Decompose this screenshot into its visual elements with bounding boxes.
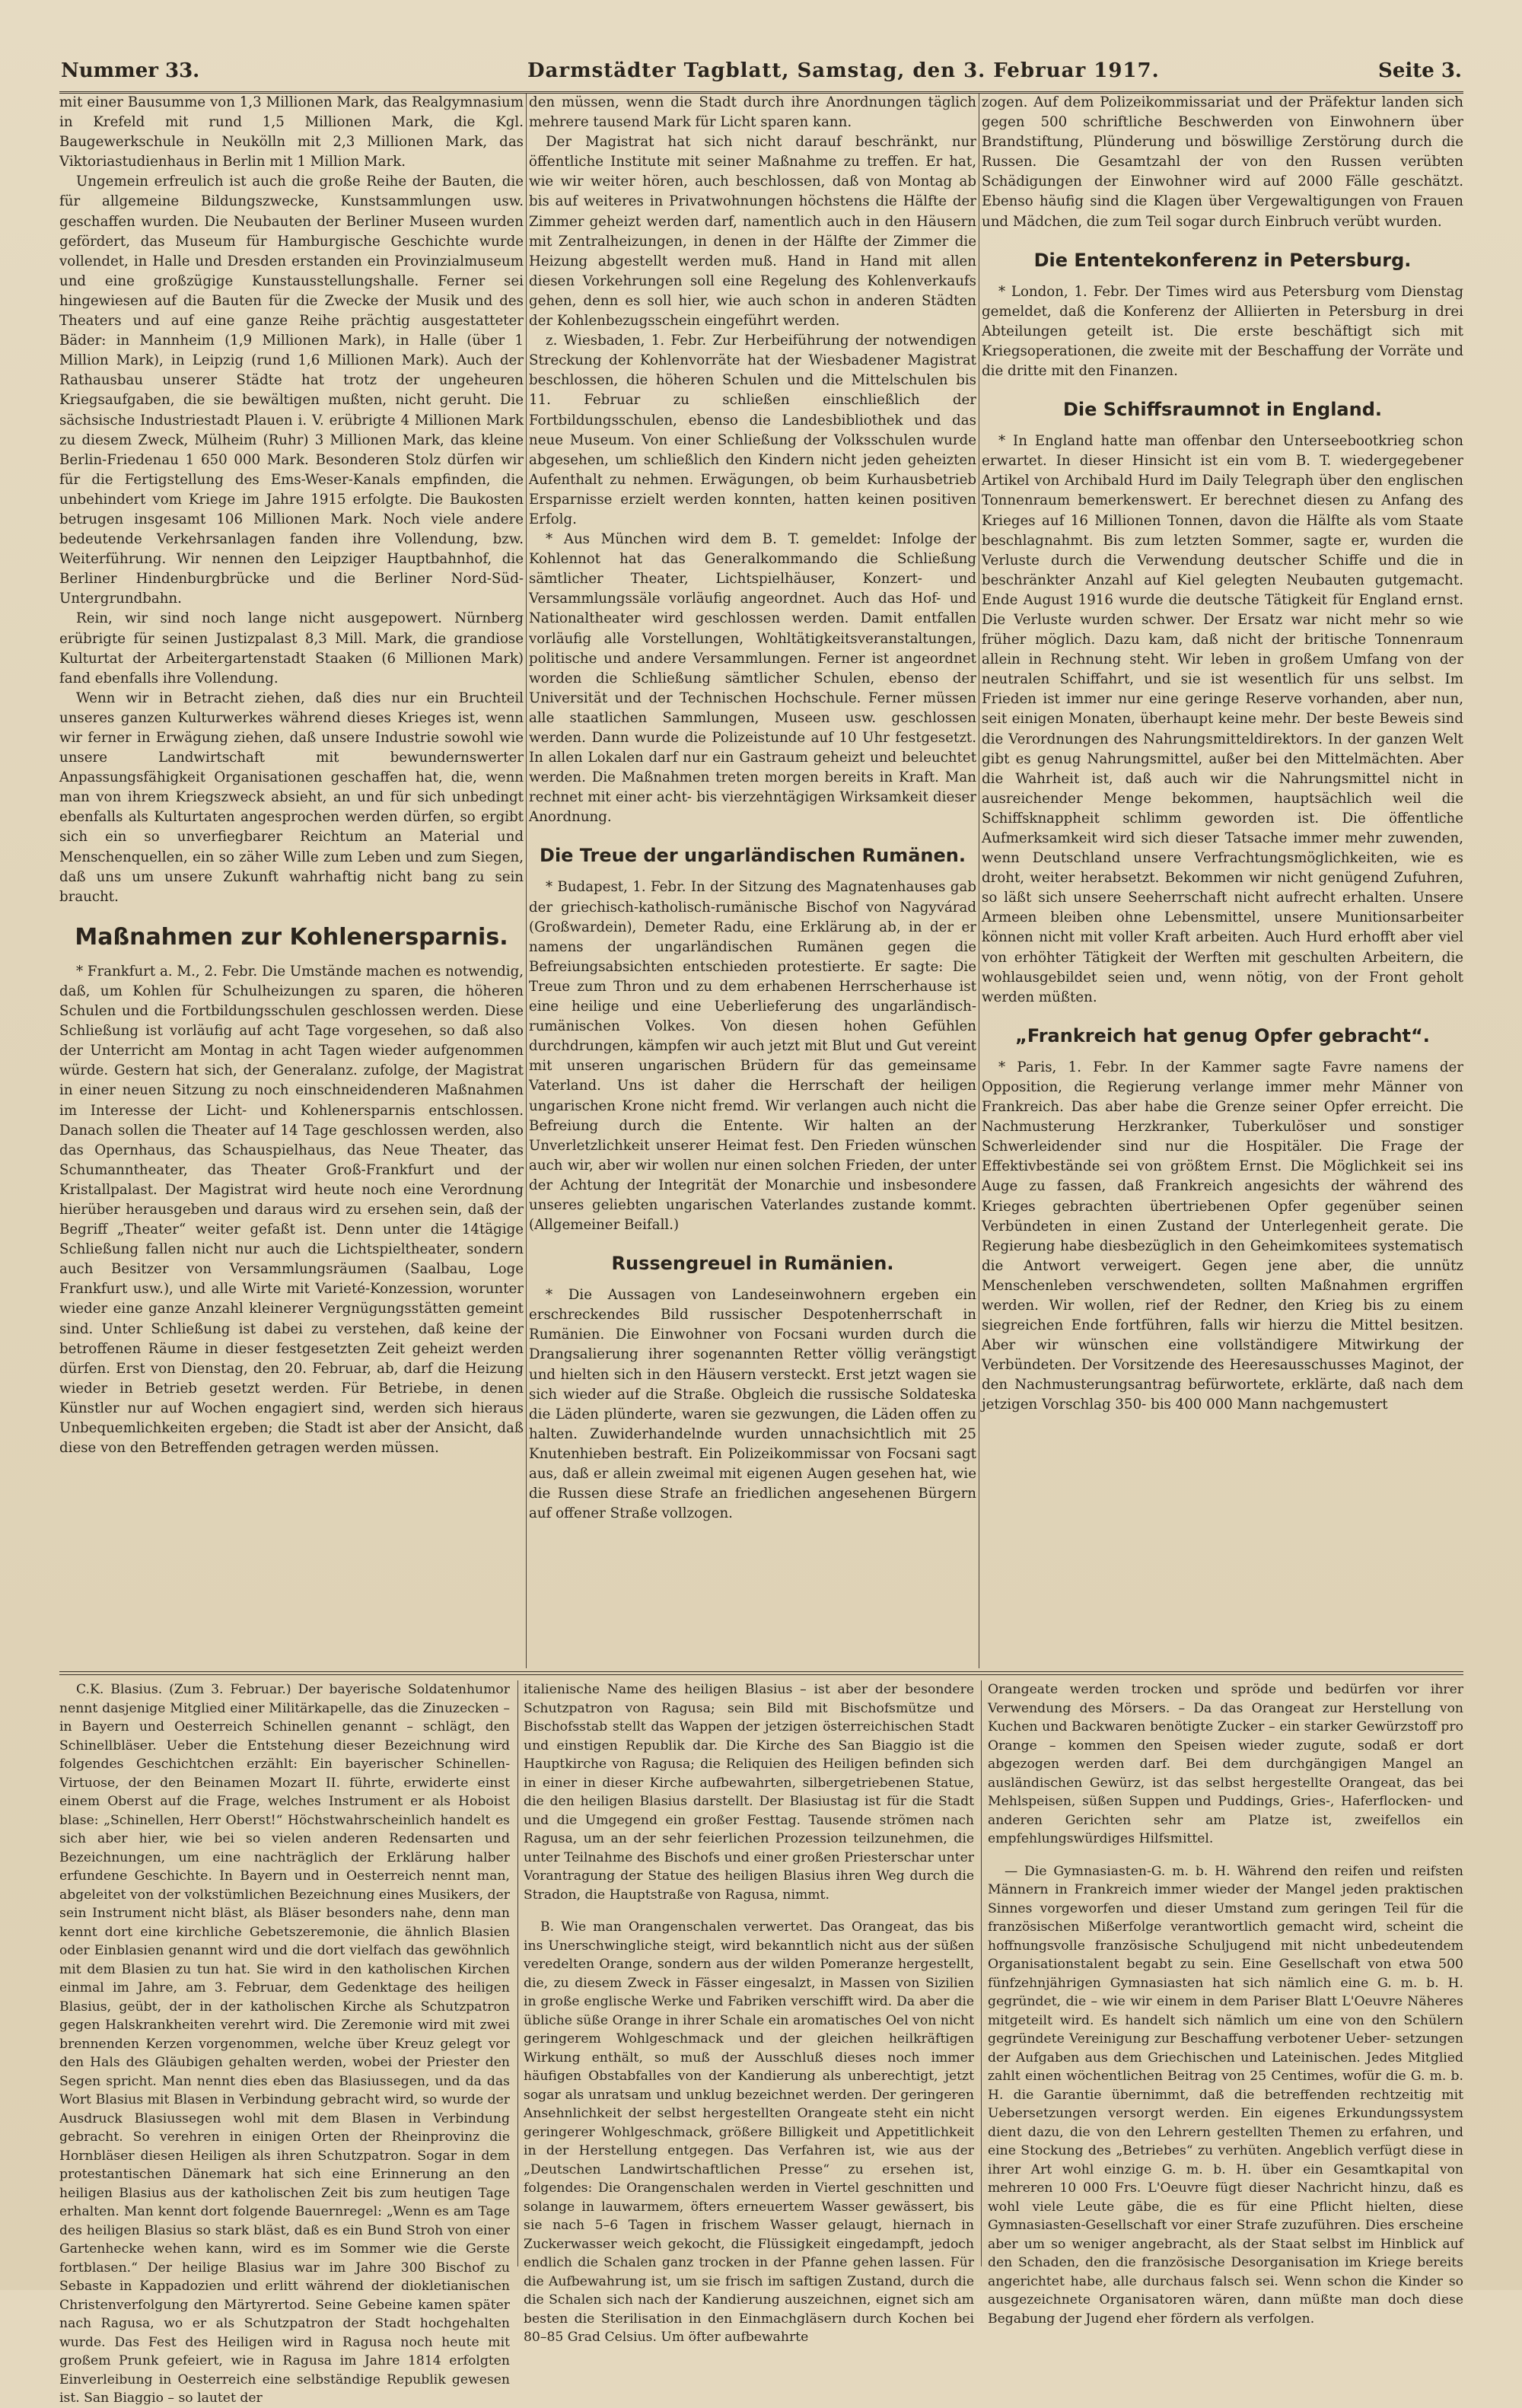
col3-paragraph-2: * London, 1. Febr. Der Times wird aus Petersburg vom Dienstag gemeldet, daß die Konferenz der Alliierten in Petersburg in drei Abteilungen geteilt ist. Die erste beschäftigt sich mit Kriegsoperationen, die zweite mit der Beschaffung der Vorräte und die dritte mit den Finanzen. <box>982 283 1463 380</box>
col3-paragraph-3: * In England hatte man offenbar den Unterseebootkrieg schon erwartet. In dieser Hinsicht ist ein vom B. T. wiedergegebener Artikel von Archibald Hurd im Daily Telegraph über den englischen Tonnenraum bemerkenswert. Er berechnet diesen zu Anfang des Krieges auf 16 Millionen Tonnen, davon die Hälfte als vom Staate beschlagnahmt. Bis zum letzten Sommer, sagte er, wurden die Verluste durch die Verwendung deutscher Schiffe und die in beschränkter Anzahl auf Kiel gelegten Neubauten gutgemacht. Ende August 1916 wurde die deutsche Tätigkeit für England ernst. Die Verluste wurden schwer. Der Ersatz war nicht mehr so wie früher möglich. Dazu kam, daß nicht der britische Tonnenraum allein in Rechnung steht. Wir leben in großem Umfang von der neutralen Schiffahrt, und sie ist wesentlich für uns selbst. Im Frieden ist immer nur eine geringe Reserve vorhanden, aber nun, seit einigen Monaten, überhaupt keine mehr. Der beste Beweis sind die Verordnungen des Nahrungsmitteldirektors. In der ganzen Welt gibt es genug Nahrungsmittel, außer bei den Mittelmächten. Aber die Wahrheit ist, daß auch wir die Nahrungsmittel nicht in ausreichender Menge bekommen, hauptsächlich weil die Schiffsknappheit schlimm geworden ist. Die öffentliche Aufmerksamkeit wird sich dieser Tatsache immer mehr zuwenden, wenn Deutschland unsere Verfrachtungsmöglichkeiten, wie es droht, weiter herabsetzt. Bekommen wir nicht genügend Zufuhren, so läßt sich unsere Seeherrschaft nicht aufrecht erhalten. Unsere Armeen bleiben ohne Lebensmittel, unsere Munitionsarbeiter können nicht mit voller Kraft arbeiten. Auch Hurd erhofft aber viel von erhöhter Tätigkeit der Werften mit geschulten Arbeitern, die wohlausgebildet seien und, wenn nötig, von der Front geholt werden müßten. <box>982 433 1463 1005</box>
masthead <box>59 53 1463 94</box>
feuilleton-orangenschalen: B. Wie man Orangenschalen verwertet. Das Orangeat, das bis ins Unerschwingliche steigt, wird bekanntlich nicht aus der süßen veredelten Orange, sondern aus der wilden Pomeranze hergestellt, die, zu diesem Zweck in Fässer eingesalzt, in Massen von Sizilien in große englische Werke und Fabriken verschifft wird. Da aber die übliche süße Orange in ihrer Schale ein aromatisches Oel von nicht geringerem Wohlgeschmack und der gleichen heilkräftigen Wirkung enthält, so muß der Ausschluß dieses noch immer häufigen Obstabfalles von der Kandierung als unberechtigt, jetzt sogar als unratsam und unklug bezeichnet werden. Der geringeren Ansehnlichkeit der selbst hergestellten Orangeate steht ein nicht geringerer Wohlgeschmack, größere Billigkeit und Appetitlichkeit in der Herstellung entgegen. Das Verfahren ist, wie aus der „Deutschen Landwirtschaftlichen Presse“ zu ersehen ist, folgendes: Die Orangenschalen werden in Viertel geschnitten und solange in lauwarmem, öfters erneuertem Wasser gewässert, bis sie nach 5–6 Tagen in frischem Wasser gelaugt, hiernach in Zuckerwasser weich gekocht, die Flüssigkeit eingedampft, jedoch endlich die Schalen ganz trocken in der Pfanne gehen lassen. Für die Aufbewahrung ist, um sie frisch im saftigen Zustand, durch die die Schalen sich nach der Kandierung auszeichnen, eignet sich am besten die Sterilisation in den Einmachgläsern durch Kochen bei 80–85 Grad Celsius. Um öfter aufbewahrte <box>524 1919 974 2345</box>
col2-paragraph-3: z. Wiesbaden, 1. Febr. Zur Herbeiführung der notwendigen Streckung der Kohlenvorräte hat der Wiesbadener Magistrat beschlossen, die höheren Schulen und die Mittelschulen bis 11. Februar zu schließen einschließlich der Fortbildungsschulen, ebenso die Landesbibliothek und das neue Museum. Von einer Schließung der Volksschulen wurde abgesehen, um schließlich den Kindern nicht jeden geheizten Aufenthalt zu nehmen. Erwägungen, ob beim Kurhausbetrieb Ersparnisse erzielt werden konnten, hatten keinen positiven Erfolg. <box>529 333 976 527</box>
col2-paragraph-1: den müssen, wenn die Stadt durch ihre Anordnungen täglich mehrere tausend Mark für Licht sparen kann. <box>529 94 976 131</box>
column-3 <box>982 93 1463 1668</box>
col2-paragraph-5: * Budapest, 1. Febr. In der Sitzung des Magnatenhauses gab der griechisch-katholisch-rumänische Bischof von Nagyvárad (Großwardein), Demeter Radu, eine Erklärung ab, in der er namens der ungarländischen Rumänen gegen die Befreiungsabsichten entschieden protestierte. Er sagte: Die Treue zum Thron und zu dem erhabenen Herrscherhause ist eine heilige und eine Ueberlieferung des ungarländisch-rumänischen Volkes. Von diesen hohen Gefühlen durchdrungen, kämpfen wir auch jetzt mit Blut und Gut vereint mit unseren ungarischen Brüdern für das gemeinsame Vaterland. Uns ist daher die Herrschaft der heiligen ungarischen Krone nicht fremd. Wir verlangen auch nicht die Befreiung durch die Entente. Wir halten an der Unverletzlichkeit unserer Heimat fest. Den Frieden wünschen auch wir, aber wir wollen nur einen solchen Frieden, der unter der Achtung der Integrität der Monarchie und insbesondere unseres geliebten ungarischen Vaterlandes zustande kommt. (Allgemeiner Beifall.) <box>529 879 976 1234</box>
column-2 <box>529 93 976 1668</box>
col1-paragraph-5: * Frankfurt a. M., 2. Febr. Die Umstände machen es notwendig, daß, um Kohlen für Schulheizungen zu sparen, die höheren Schulen und die Fortbildungsschulen geschlossen werden. Diese Schließung ist vorläufig auf acht Tage vorgesehen, so daß also der Unterricht am Montag in acht Tagen wieder aufgenommen würde. Gestern hat sich, der Generalanz. zufolge, der Magistrat in einer neuen Sitzung zu noch einschneidenderen Maßnahmen im Interesse der Licht- und Kohlenersparnis entschlossen. Danach sollen die Theater auf 14 Tage geschlossen werden, also das Opernhaus, das Schauspielhaus, das Neue Theater, das Schumanntheater, das Theater Groß-Frankfurt und der Kristallpalast. Der Magistrat wird heute noch eine Verordnung hierüber herausgeben und daraus wird zu ersehen sein, daß der Begriff „Theater“ weiter gefaßt ist. Denn unter die 14tägige Schließung fallen nicht nur auch die Lichtspieltheater, sondern auch Besitzer von Versammlungsräumen (Saalbau, Loge Frankfurt usw.), und alle Wirte mit Varieté-Konzession, worunter wieder eine ganze Anzahl kleinerer Vergnügungsstätten gemeint sind. Unter Schließung ist dabei zu verstehen, daß keine der betroffenen Räume in dieser festgesetzten Zeit geheizt werden dürfen. Erst von Dienstag, den 20. Februar, ab, darf die Heizung wieder in Betrieb gesetzt werden. Für Betriebe, in denen Künstler nur auf Wochen engagiert sind, werden sich hieraus Unbequemlichkeiten ergeben; die Stadt ist aber der Ansicht, daß diese von den Betreffenden getragen werden müssen. <box>59 963 524 1457</box>
feuilleton-divider <box>59 1671 1463 1675</box>
newspaper-title-date: Darmstädter Tagblatt, Samstag, den 3. Februar 1917. <box>527 59 1160 82</box>
headline-kohlenersparnis: Maßnahmen zur Kohlenersparnis. <box>75 923 508 951</box>
column-divider <box>981 1680 982 2266</box>
headline-schiffsraumnot: Die Schiffsraumnot in England. <box>1063 399 1382 421</box>
feuilleton-blasius-cont: italienische Name des heiligen Blasius – ist aber der besondere Schutzpatron von Ragusa; sein Bild mit Bischofsmütze und Bischofsstab stellt das Wappen der jetzigen österreichischen Stadt und einstigen Republik dar. Die Kirche des San Biaggio ist die Hauptkirche von Ragusa; die Reliquien des Heiligen befinden sich in einer in dieser Kirche aufbewahrten, silbergetriebenen Statue, die den heiligen Blasius darstellt. Der Blasiustag ist für die Stadt und die Umgegend ein großer Festtag. Tausende strömen nach Ragusa, um an der sehr feierlichen Prozession teilzunehmen, die unter Teilnahme des Bischofs und einer großen Priesterschar unter Vorantragung der Statue des heiligen Blasius ihren Weg durch die Stradon, die Hauptstraße von Ragusa, nimmt. <box>524 1682 974 1903</box>
feuilleton-blasius: C.K. Blasius. (Zum 3. Februar.) Der bayerische Soldatenhumor nennt dasjenige Mitglied einer Militärkapelle, das die Zinuzecken – in Bayern und Oesterreich Schinellen genannt – schlägt, den Schinellbläser. Ueber die Entstehung dieser Bezeichnung wird folgendes Geschichtchen erzählt: Ein bayerischer Schinellen-Virtuose, der den Beinamen Mozart II. führte, erwiderte einst einem Oberst auf die Frage, welches Instrument er als Hoboist blase: „Schinellen, Herr Oberst!“ Höchstwahrscheinlich handelt es sich aber hier, wie bei so vielen anderen Redensarten und Bezeichnungen, um eine nachträglich der Erklärung halber erfundene Geschichte. In Bayern und in Oesterreich nennt man, abgeleitet von der volkstümlichen Bezeichnung eines Musikers, der sein Instrument nicht bläst, als Bläser besonders nahe, denn man kennt dort eine kirchliche Gebetszeremonie, die ähnlich Blasien oder Einblasien genannt wird und die dort vielfach das gewöhnlich mit dem Blasien zu tun hat. Sie wird in den katholischen Kirchen einmal im Jahre, am 3. Februar, dem Gedenktage des heiligen Blasius, geübt, der in der katholischen Kirche als Schutzpatron gegen Halskrankheiten verehrt wird. Die Zeremonie wird mit zwei brennenden Kerzen vorgenommen, welche über Kreuz gelegt vor den Hals des Gläubigen gehalten werden, wobei der Priester den Segen spricht. Man nennt dies eben das Blasiussegen, und da das Wort Blasius mit Blasen in Verbindung gebracht wird, so wurde der Ausdruck Blasiussegen wohl mit dem Blasen in Verbindung gebracht. So verehren in einigen Orten der Rheinprovinz die Hornbläser diesen Heiligen als ihren Schutzpatron. Sogar in dem protestantischen Dänemark hat sich eine Erinnerung an den heiligen Blasius aus der katholischen Zeit bis zum heutigen Tage erhalten. Man kennt dort folgende Bauernregel: „Wenn es am Tage des heiligen Blasius so stark bläst, daß es ein Bund Stroh von einer Gartenhecke wehen kann, wird es im Sommer wie die Gerste fortblasen.“ Der heilige Blasius war im Jahre 300 Bischof zu Sebaste in Kappadozien und erlitt während der diokletianischen Christenverfolgung den Märtyrertod. Seine Gebeine kamen später nach Ragusa, wo er als Schutzpatron der Stadt hochgehalten wurde. Das Fest des Heiligen wird in Ragusa noch heute mit großem Prunk gefeiert, wie in Ragusa im Jahre 1814 erfolgten Einverleibung in Oesterreich eine selbständige Republik gewesen ist. San Biaggio – so lautet der <box>59 1682 510 2406</box>
col2-paragraph-4: * Aus München wird dem B. T. gemeldet: Infolge der Kohlennot hat das Generalkommando die Schließung sämtlicher Theater, Lichtspielhäuser, Konzert- und Versammlungssäle vorläufig angeordnet. Auch das Hof- und Nationaltheater wird geschlossen werden. Damit entfallen vorläufig alle Vorstellungen, Wohltätigkeitsveranstaltungen, politische und andere Versammlungen. Ferner ist angeordnet worden die Schließung sämtlicher Schulen, ebenso der Universität und der Technischen Hochschule. Ferner müssen alle staatlichen Sammlungen, Museen usw. geschlossen werden. Dann wurde die Polizeistunde auf 10 Uhr festgesetzt. In allen Lokalen darf nur ein Gastraum geheizt und beleuchtet werden. Die Maßnahmen treten morgen bereits in Kraft. Man rechnet mit einer acht- bis vierzehntägigen Wirksamkeit dieser Anordnung. <box>529 531 976 826</box>
issue-number: Nummer 33. <box>61 59 200 82</box>
col3-paragraph-4: * Paris, 1. Febr. In der Kammer sagte Favre namens der Opposition, die Regierung verlange immer mehr Männer von Frankreich. Das aber habe die Grenze seiner Opfer erreicht. Die Nachmusterung Herzkranker, Tuberkulöser und sonstiger Schwerleidender sind nur die Hospitäler. Die Frage der Effektivbestände sei von größtem Ernst. Die Möglichkeit sei ins Auge zu fassen, daß Frankreich angesichts der während des Krieges gebrachten übertriebenen Opfer gegenüber seinen Verbündeten in einen Zustand der Unterlegenheit gerate. Die Regierung habe diesbezüglich in den Geheimkomitees systematisch die Antwort verweigert. Gegen jene aber, die unnütz Menschenleben verschwendeten, sollten Maßnahmen ergriffen werden. Wir wollen, rief der Redner, den Krieg bis zu einem siegreichen Ende fortführen, falls wir hierzu die Mittel besitzen. Aber wir wünschen eine vollständigere Mitwirkung der Verbündeten. Der Vorsitzende des Heeresausschusses Maginot, der den Nachmusterungsantrag befürwortete, erklärte, daß nach dem jetzigen Vorschlag 350- bis 400 000 Mann nachgemustert <box>982 1059 1463 1413</box>
col1-paragraph-2: Ungemein erfreulich ist auch die große Reihe der Bauten, die für allgemeine Bildungszwecke, Kunstsammlungen usw. geschaffen wurden. Die Neubauten der Berliner Museen wurden gefördert, das Museum für Hamburgische Geschichte wurde vollendet, in Halle und Dresden erstanden ein Provinzialmuseum und eine großzügige Kunstausstellungshalle. Ferner sei hingewiesen auf die Bauten für die Zwecke der Musik und des Theaters und auf eine ganze Reihe prächtig ausgestatteter Bäder: in Mannheim (1,9 Millionen Mark), in Halle (über 1 Million Mark), in Leipzig (rund 1,6 Millionen Mark). Auch der Rathausbau unserer Städte hat trotz der ungeheuren Kriegsaufgaben, die sie bewältigen mußten, nicht geruht. Die sächsische Industriestadt Plauen i. V. erübrigte 4 Millionen Mark zu diesem Zweck, Mülheim (Ruhr) 3 Millionen Mark, das kleine Berlin-Friedenau 1 650 000 Mark. Besonderen Stolz dürfen wir für die Fertigstellung des Ems-Weser-Kanals empfinden, die unbehindert vom Kriege im Jahre 1915 erfolgte. Die Baukosten betrugen insgesamt 106 Millionen Mark. Noch viele andere bedeutende Verkehrsanlagen fanden ihre Vollendung, bzw. Weiterführung. Wir nennen den Leipziger Hauptbahnhof, die Berliner Hindenburgbrücke und die Berliner Nord-Süd-Untergrundbahn. <box>59 174 524 607</box>
col2-paragraph-6: * Die Aussagen von Landeseinwohnern ergeben ein erschreckendes Bild russischer Despotenherrschaft in Rumänien. Die Einwohner von Focsani wurden durch die Drangsalierung ihrer sogenannten Retter völlig verängstigt und hielten sich in den Häusern versteckt. Erst jetzt wagen sie sich wieder auf die Straße. Obgleich die russische Soldateska die Läden plünderte, waren sie gezwungen, die Läden offen zu halten. Zuwiderhandelnde wurden unnachsichtlich mit 25 Knutenhieben bestraft. Ein Polizeikommissar von Focsani sagt aus, daß er allein zweimal mit eigenen Augen gesehen hat, wie die Russen diese Strafe an friedlichen angesehenen Bürgern auf offener Straße vollzogen. <box>529 1287 976 1522</box>
column-divider <box>526 93 527 1668</box>
column-divider <box>517 1680 518 2266</box>
headline-frankreich-opfer: „Frankreich hat genug Opfer gebracht“. <box>1015 1024 1430 1046</box>
col1-paragraph-1: mit einer Bausumme von 1,3 Millionen Mark, das Realgymnasium in Krefeld mit rund 1,5 Millionen Mark, die Kgl. Baugewerkschule in Neukölln mit 2,3 Millionen Mark, das Viktoriastudienhaus in Berlin mit 1 Million Mark. <box>59 94 524 170</box>
feuilleton-column-2 <box>524 1680 974 2345</box>
feuilleton-orangenschalen-cont: Orangeate werden trocken und spröde und bedürfen vor ihrer Verwendung des Mörsers. – Da das Orangeat zur Herstellung von Kuchen und Backwaren benötigte Zucker – ein starker Gewürzstoff pro Orange – kommen den Speisen wieder zugute, sodaß er dort abgezogen werden darf. Bei dem durchgängigen Mangel an ausländischen Gewürz, ist das selbst hergestellte Orangeat, das bei Mehlspeisen, süßen Suppen und Puddings, Gries-, Haferflocken- und anderen Gerichten sehr am Platze ist, zweifellos ein empfehlungswürdiges Hilfsmittel. <box>988 1682 1463 1846</box>
column-1 <box>59 93 524 1668</box>
col1-paragraph-3: Rein, wir sind noch lange nicht ausgepowert. Nürnberg erübrigte für seinen Justizpalast 8,3 Mill. Mark, die grandiose Kulturtat der Arbeitergartenstadt Staaken (6 Millionen Mark) fand ebenfalls ihre Vollendung. <box>59 610 524 686</box>
headline-russengreuel: Russengreuel in Rumänien. <box>611 1253 894 1275</box>
headline-treue-rumaenen: Die Treue der ungarländischen Rumänen. <box>540 845 966 867</box>
feuilleton-column-3 <box>988 1680 1463 2327</box>
col2-paragraph-2: Der Magistrat hat sich nicht darauf beschränkt, nur öffentliche Institute mit seiner Maßnahme zu treffen. Er hat, wie wir weiter hören, auch beschlossen, daß von Montag ab bis auf weiteres in Privatwohnungen höchstens die Hälfte der Zimmer geheizt werden darf, namentlich auch in den Häusern mit Zentralheizungen, in denen in der Hälfte der Zimmer die Heizung abgestellt werden muß. Hand in Hand mit allen diesen Vorkehrungen soll eine Regelung des Kohlenverkaufs gehen, denn es soll hier, wie auch schon in anderen Städten der Kohlenbezugsschein eingeführt werden. <box>529 134 976 330</box>
col1-paragraph-4: Wenn wir in Betracht ziehen, daß dies nur ein Bruchteil unseres ganzen Kulturwerkes während dieses Krieges ist, wenn wir ferner in Erwägung ziehen, daß unsere Industrie sowohl wie unsere Landwirtschaft mit bewundernswerter Anpassungsfähigkeit Organisationen geschaffen hat, die, wenn man von ihrem Kriegszweck absieht, an und für sich unbedingt ebenfalls als Kulturtaten angesprochen werden dürfen, so ergibt sich ein so unverfiegbarer Reichtum an Material und Menschenquellen, ein so zäher Wille zum Leben und zum Siegen, daß uns um unsere Zukunft wahrhaftig nicht bang zu sein braucht. <box>59 690 524 905</box>
headline-ententekonferenz: Die Ententekonferenz in Petersburg. <box>1033 249 1412 271</box>
page-number: Seite 3. <box>1378 59 1462 82</box>
col3-paragraph-1: zogen. Auf dem Polizeikommissariat und der Präfektur landen sich gegen 500 schriftliche Beschwerden von Einwohnern über Brandstiftung, Plünderung und böswillige Zerstörung durch die Russen. Die Gesamtzahl der von den Russen verübten Schädigungen der Einwohner wird auf 2000 Fälle geschätzt. Ebenso häufig sind die Klagen über Vergewaltigungen von Frauen und Mädchen, die zum Teil sogar durch Einbruch verübt wurden. <box>982 94 1463 230</box>
feuilleton-column-1 <box>59 1680 510 2406</box>
feuilleton-gymnasiasten: — Die Gymnasiasten-G. m. b. H. Während den reifen und reifsten Männern in Frankreich immer wieder der Mangel jeden praktischen Sinnes vorgeworfen und dieser Umstand zum geringen Teil für die französischen Mißerfolge verantwortlich gemacht wird, scheint die hoffnungsvolle französische Schuljugend mit nicht unbedeutendem Organisationstalent begabt zu sein. Eine Gesellschaft von etwa 500 fünfzehnjährigen Gymnasiasten hat sich nämlich eine G. m. b. H. gegründet, die – wie wir einem in dem Pariser Blatt L'Oeuvre Näheres mitgeteilt wird. Es handelt sich nämlich um eine von den Schülern gegründete Vereinigung zur Beschaffung verbotener Ueber- setzungen der Aufgaben aus dem Griechischen und Lateinischen. Jedes Mitglied zahlt einen wöchentlichen Beitrag von 25 Centimes, wofür die G. m. b. H. die Garantie übernimmt, daß die betreffenden rechtzeitig mit Uebersetzungen versorgt werden. Ein eigenes Erkundungssystem dient dazu, die von den Lehrern gestellten Themen zu erfahren, und eine Stockung des „Betriebes“ zu verhüten. Angeblich verfügt diese in ihrer Art wohl einzige G. m. b. H. über ein Gesamtkapital von mehreren 10 000 Frs. L'Oeuvre fügt dieser Nachricht hinzu, daß es wohl viele Leute gäbe, die es für eine Pflicht hielten, diese Gymnasiasten-Gesellschaft vor einer Strafe zuzuführen. Dies erscheine aber um so weniger angebracht, als der Staat selbst im Hinblick auf den Schaden, den die französische Desorganisation im Kriege bereits angerichtet habe, alle durchaus falsch sei. Wenn schon die Kinder so ausgezeichnete Organisatoren wären, dann müßte man doch diese Begabung der Jugend eher fördern als verfolgen. <box>988 1863 1463 2327</box>
